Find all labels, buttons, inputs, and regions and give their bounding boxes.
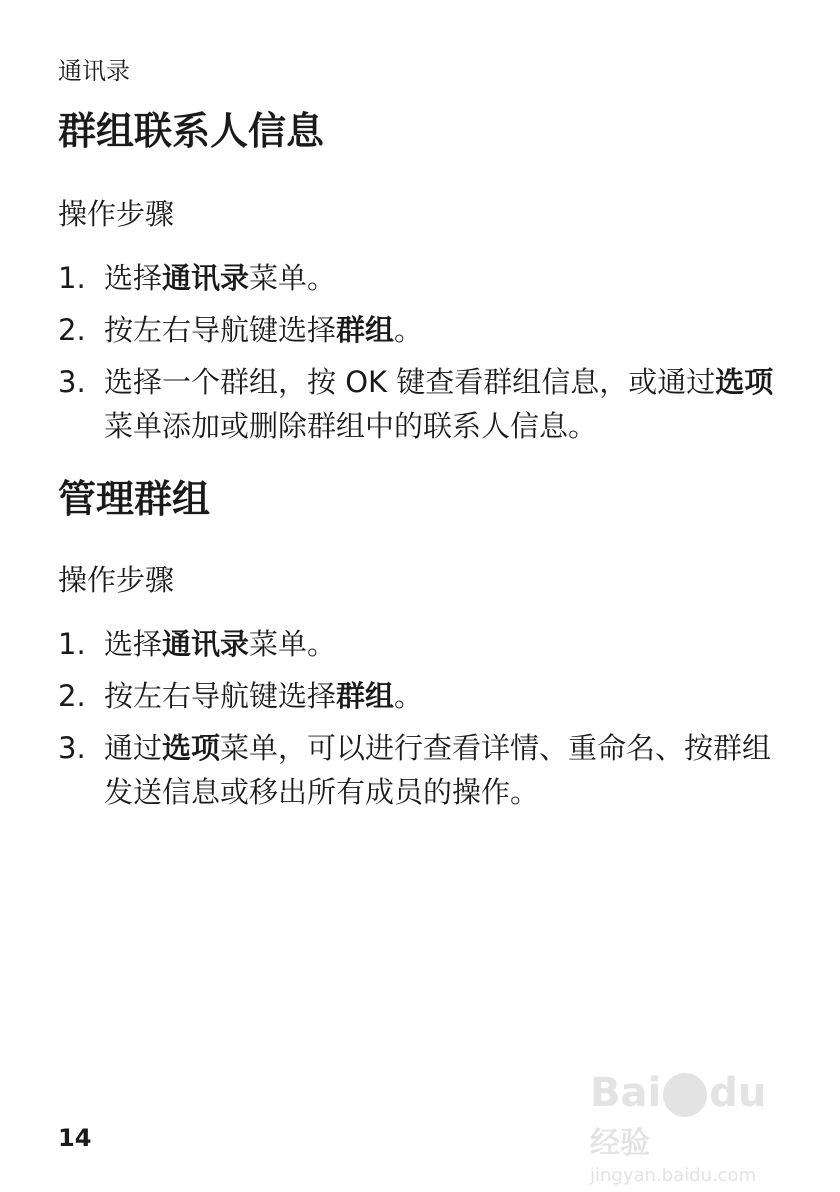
menu-name: 群组 <box>336 679 395 713</box>
menu-name: 通讯录 <box>162 627 250 661</box>
menu-name: 选项 <box>162 731 221 765</box>
step-text: 选择 <box>104 261 163 295</box>
step-item <box>58 360 798 448</box>
menu-name: 群组 <box>336 313 395 347</box>
step-text: 菜单，可以进行查看详情、重命名、按群组发送信息或移出所有成员的操作。 <box>104 731 772 809</box>
step-item <box>58 308 798 352</box>
paw-icon <box>663 1073 707 1117</box>
step-item <box>58 256 798 300</box>
step-number: 2. <box>58 679 86 713</box>
step-item <box>58 726 798 814</box>
step-text: 。 <box>394 679 424 713</box>
step-text: 菜单。 <box>249 261 337 295</box>
menu-name: 选项 <box>715 365 774 399</box>
section-title-group-contacts: 群组联系人信息 <box>58 109 325 153</box>
step-text: 选择 <box>104 627 163 661</box>
step-number: 1. <box>58 261 86 295</box>
step-number: 3. <box>58 731 86 765</box>
watermark-logo-left: Bai <box>590 1070 662 1116</box>
steps-list <box>58 256 798 456</box>
step-text: 按左右导航键选择 <box>104 679 337 713</box>
baidu-jingyan-watermark <box>590 1070 790 1186</box>
step-item <box>58 622 798 666</box>
step-number: 2. <box>58 313 86 347</box>
watermark-logo-right: du <box>709 1070 767 1116</box>
step-text: 选择一个群组，按 OK 键查看群组信息，或通过 <box>104 365 716 399</box>
steps-subtitle: 操作步骤 <box>58 197 175 231</box>
step-number: 3. <box>58 365 86 399</box>
page-number: 14 <box>58 1124 92 1152</box>
menu-name: 通讯录 <box>162 261 250 295</box>
running-header: 通讯录 <box>58 57 130 85</box>
watermark-url: jingyan.baidu.com <box>590 1165 757 1186</box>
step-number: 1. <box>58 627 86 661</box>
step-text: 通过 <box>104 731 163 765</box>
steps-subtitle: 操作步骤 <box>58 563 175 597</box>
steps-list <box>58 622 798 822</box>
step-text: 。 <box>394 313 424 347</box>
section-title-manage-groups: 管理群组 <box>58 477 211 521</box>
watermark-logo-cn: 经验 <box>590 1126 650 1161</box>
step-text: 按左右导航键选择 <box>104 313 337 347</box>
step-text: 菜单。 <box>249 627 337 661</box>
step-text: 菜单添加或删除群组中的联系人信息。 <box>104 409 598 443</box>
watermark-logo <box>590 1070 790 1163</box>
step-item <box>58 674 798 718</box>
